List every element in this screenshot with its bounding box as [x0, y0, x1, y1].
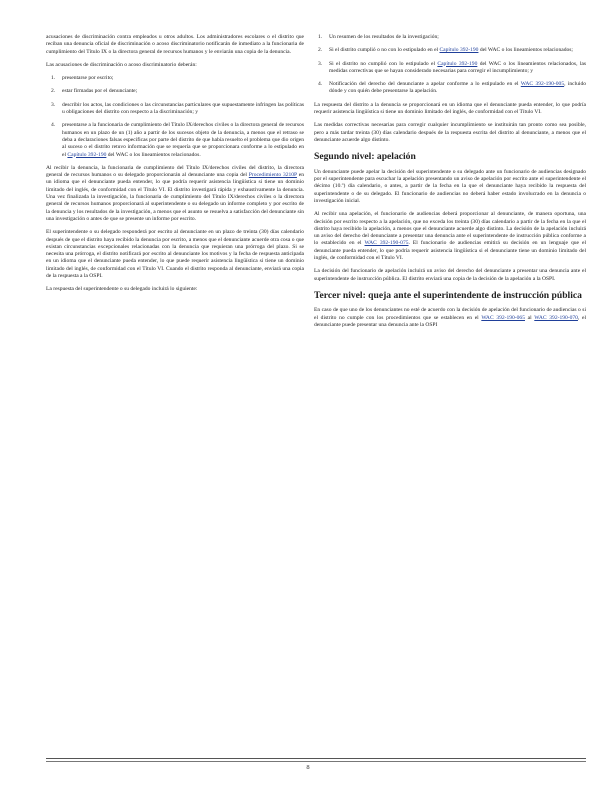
- procedure-link[interactable]: Procedimiento 3210P: [248, 172, 297, 179]
- section-heading-second-level: Segundo nivel: apelación: [314, 151, 416, 163]
- list-item: 1. Un resumen de los resultados de la investigación;: [318, 34, 439, 40]
- superintendent-paragraph: El superintendente o su delegado responderá por escrito al denunciante en un plazo de treinta (30) días calendario después de que el distrito haya recibido la denuncia por escrito, a menos que el denunciante acuerde otra cosa o que existan circunstancias excepcionales relacionadas con la denuncia que requieran una prórroga del plazo. Si se necesita una prórroga, el distrito notificará por escrito al denunciante los motivos y la fecha de respuesta anticipada en un idioma que el denunciante pueda entender, lo que puede requerir asistencia lingüística si tiene un dominio limitado del inglés, de conformidad con el Título VI. Cuando el distrito responda al denunciante, enviará una copia de la respuesta a la OSPI.: [46, 229, 304, 280]
- appeal-notice-paragraph: La decisión del funcionario de apelación incluirá un aviso del derecho del denunciante a presentar una denuncia ante el superintendente de instrucción pública. El distrito enviará una copia de la decisión de la apelación a la OSPI.: [314, 268, 586, 282]
- wac-section-link[interactable]: WAC 392-190-070: [534, 314, 578, 321]
- response-intro: La respuesta del superintendente o su delegado incluirá lo siguiente:: [46, 286, 198, 293]
- language-paragraph: La respuesta del distrito a la denuncia se proporcionará en un idioma que el denunciante pueda entender, lo que podría requerir asistencia lingüística si tiene un dominio limitado del inglés, de conformidad con el Título VI.: [314, 101, 586, 116]
- wac-chapter-link[interactable]: Capítulo 392-190: [439, 47, 479, 54]
- wac-section-link[interactable]: WAC 392-190-075: [364, 240, 409, 247]
- footer-rule-thin: [46, 761, 586, 762]
- page-number: 8: [306, 764, 310, 771]
- wac-chapter-link[interactable]: Capítulo 392-190: [67, 151, 107, 158]
- list-item: 2. estar firmadas por el denunciante;: [51, 88, 138, 95]
- right-column: [314, 34, 586, 335]
- footer-rule: [46, 758, 586, 759]
- appeal-decision-paragraph: Al recibir una apelación, el funcionario de audiencias deberá proporcionar al denunciante, de manera oportuna, una decisión por escrito respecto a la apelación, que no exceda los treinta (30) días calendario a partir de la fecha en la que el distrito haya recibido la apelación, a menos que el denunciante acuerde algo distinto. La decisión de la apelación incluirá un aviso del derecho del denunciante a presentar una denuncia ante el superintendente de instrucción pública conforme a lo establecido en el WAC 392-190-075. El funcionario de audiencias emitirá su decisión en un lenguaje que el denunciante pueda entender, lo que podría requerir asistencia lingüística si el denunciante tiene un dominio limitado del inglés, de conformidad con el Título VI.: [314, 211, 586, 262]
- requirements-list: [46, 75, 304, 159]
- corrective-measures-paragraph: Las medidas correctivas necesarias para corregir cualquier incumplimiento se instituirán tan pronto como sea posible, pero a más tardar treinta (30) días calendario después de la respuesta escrita del distrito al denunciante, a menos que el denunciante acuerde algo distinto.: [314, 122, 586, 143]
- section-heading-third-level: Tercer nivel: queja ante el superintendente de instrucción pública: [314, 289, 582, 301]
- wac-section-link[interactable]: WAC 392-190-065: [481, 314, 525, 321]
- intro-paragraph: acusaciones de discriminación contra empleados u otros adultos. Los administradores escolares o el distrito que reciban una denuncia oficial de discriminación o acoso discriminatorio notificarán de inmediato a la funcionaria de cumplimiento del Título IX o la directora general de recursos humanos y le enviarán una copia de la denuncia.: [46, 34, 304, 55]
- list-item: 2. Si el distrito cumplió o no con lo estipulado en el Capítulo 392-190 del WAC o los lineamientos relacionados;: [318, 47, 573, 54]
- requirements-intro: Las acusaciones de discriminación o acoso discriminatorio deberán:: [46, 61, 197, 68]
- appeal-paragraph: Un denunciante puede apelar la decisión del superintendente o su delegado ante un funcionario de audiencias designado por el superintendente para escuchar la apelación presentando un aviso de apelación por escrito ante el superintendente el décimo (10.º) día calendario, o antes, a partir de la fecha en la que el denunciante haya recibido la respuesta del superintendente o de su delegado. El funcionario de audiencias no deberá haber estado involucrado en la denuncia o investigación inicial.: [314, 168, 586, 204]
- wac-chapter-link[interactable]: Capítulo 392-190: [437, 60, 478, 67]
- list-item: 3. describir los actos, las condiciones o las circunstancias particulares que supuestamente infringen las políticas u obligaciones del distrito con respecto a la discriminación; y: [51, 101, 304, 116]
- list-item: 4. Notificación del derecho del denunciante a apelar conforme a lo estipulado en el WAC 392-190-005, incluido dónde y con quién debe presentarse la apelación.: [318, 81, 586, 95]
- list-item: 3. Si el distrito no cumplió con lo estipulado el Capítulo 392-190 del WAC o los lineamientos relacionados, las medidas correctivas que se hayan considerado necesarias para corregir el incumplimiento; y: [318, 60, 586, 74]
- wac-section-link[interactable]: WAC 392-190-005: [520, 81, 565, 88]
- receipt-paragraph: Al recibir la denuncia, la funcionaria de cumplimiento del Título IX/derechos civiles del distrito, la directora general de recursos humanos o su delegado proporcionarán al denunciante una copia del Procedimiento 3210P en un idioma que el denunciante pueda entender, lo que podría requerir asistencia lingüística si tiene un dominio limitado del inglés, de conformidad con el Título VI. El distrito investigará rápida y exhaustivamente la denuncia. Una vez finalizada la investigación, la funcionaria de cumplimiento del Título IX/derechos civiles o la directora general de recursos humanos proporcionará al superintendente o su delegado un informe completo y por escrito de la denuncia y los resultados de la investigación, a menos que el asunto se resuelva a satisfacción del denunciante sin una investigación o antes de que se presente un informe por escrito.: [46, 164, 304, 222]
- list-item: 1. presentarse por escrito;: [51, 75, 114, 82]
- response-contents-list: [314, 34, 586, 96]
- left-column: [46, 34, 304, 300]
- list-item: 4. presentarse a la funcionaria de cumplimiento del Título IX/derechos civiles o la directora general de recursos humanos en un plazo de un (1) año a partir de los sucesos objeto de la denuncia, a menos que el retraso se deba a declaraciones falsas específicas por parte del distrito de que había resuelto el problema que dio origen al suceso o el distrito retuvo información que se requería que se proporcionara conforme a lo estipulado en el Capítulo 392-190 del WAC o los lineamientos relacionados.: [51, 122, 304, 158]
- ospi-complaint-paragraph: En caso de que uno de los denunciantes no esté de acuerdo con la decisión de apelación del funcionario de audiencias o si el distrito no cumple con los procedimientos que se establecen en el WAC 392-190-065 al WAC 392-190-070, el denunciante puede presentar una denuncia ante la OSPI: [314, 307, 587, 329]
